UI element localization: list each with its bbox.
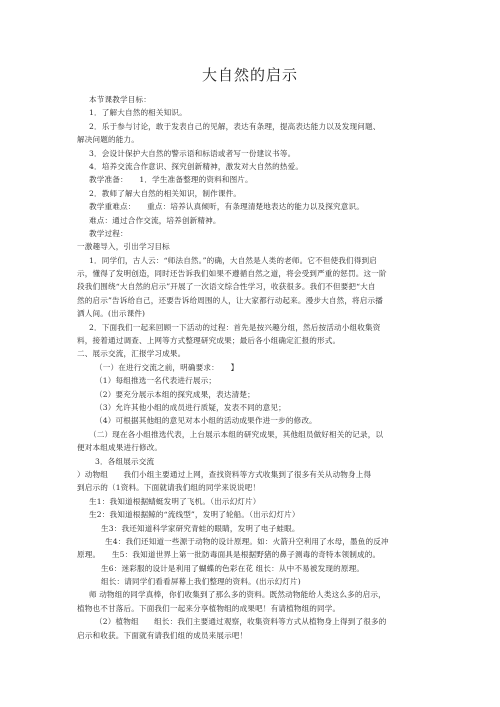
text-line: 2．乐于参与讨论，敢于发表自己的见解，表达有条理，提高表达能力以及发现问题、 <box>89 121 381 131</box>
text-line: 1．了解大自然的相关知识。 <box>89 108 187 118</box>
text-line: （一）在进行交流之前，明确要求： 】 <box>95 362 239 372</box>
text-line: 教学准备： 1．学生准备整理的资料和图片。 <box>89 175 253 185</box>
text-line: （3）允许其他小组的成员进行质疑，发表不同的意见； <box>95 402 286 412</box>
text-line: 组长：请同学们看看屏幕上我们整理的资料。(出示幻灯片) <box>101 577 301 587</box>
text-line: （2）要充分展示本组的探究成果，表达清楚； <box>95 389 255 399</box>
text-line: 生6：迷彩服的设计是利用了蝴蝶的色彩在花 组长：从中不易被发现的原理。 <box>101 563 365 573</box>
text-line: （1）每组推选一名代表进行展示； <box>95 376 217 386</box>
text-line: 一激趣导入，引出学习目标 <box>77 242 170 252</box>
text-line: 到启示的（1资料。下面就请我们组的同学来说说吧！ <box>77 483 261 493</box>
text-line: 洒人间。(出示课件) <box>77 309 146 319</box>
text-line: 3．各组展示交流 <box>95 456 155 466</box>
text-line: 原理。 生5：我知道世界上第一批防毒面具是根据野猪的鼻子测毒的奇特本领制成的。 <box>77 550 381 560</box>
text-line: 生2：我知道根据鲸的“流线型”，发明了轮船。（出示幻灯片） <box>89 510 300 520</box>
text-line: 二、展示交流，汇报学习成果。 <box>77 349 186 359</box>
text-line: （4）可根据其他组的意见对本小组的活动成果作进一步的修改。 <box>95 416 317 426</box>
text-line: 1．同学们，古人云：“师法自然。”的确，大自然是人类的老师。它不但使我们得到启 <box>89 255 378 265</box>
text-line: ）动物组 我们小组主要通过上网，查找资料等方式收集到了很多有关从动物身上得 <box>77 469 372 479</box>
text-line: 教学重难点： 重点：培养认真倾听，有条理清楚地表达的能力以及探究意识。 <box>89 202 364 212</box>
document-body <box>77 93 427 642</box>
text-line: 生1：我知道根据蜻蜓发明了飞机。（出示幻灯片） <box>89 496 261 506</box>
text-line: 教学过程： <box>89 228 128 238</box>
text-line: 师 动物组的同学真棒，你们收集到了那么多的资料。既然动物能给人类这么多的启示， <box>89 590 386 600</box>
text-line: 2．下面我们一起来回顾一下活动的过程：首先是按兴趣分组，然后按活动小组收集资 <box>89 322 381 332</box>
text-line: 启示和收获。下面就有请我们组的成员来展示吧！ <box>77 630 248 640</box>
text-line: 难点：通过合作交流，培养创新精神。 <box>89 215 221 225</box>
text-line: 然的启示”告诉给自己，还要告诉给周围的人，让大家都行动起来。漫步大自然，将启示播 <box>77 295 384 305</box>
text-line: 示，懂得了发明创造，同时还告诉我们如果不遵循自然之道，将会受到严重的惩罚。这一阶 <box>77 269 387 279</box>
text-line: 4．培养交流合作意识、探究创新精神，激发对大自然的热爱。 <box>89 161 304 171</box>
document-title: 大自然的启示 <box>201 66 298 84</box>
text-line: 料，接着通过调查、上网等方式整理研究成果；最后各小组确定汇报的形式。 <box>77 336 341 346</box>
text-line: 便对本组成果进行修改。 <box>77 443 163 453</box>
text-line: 生4：我们还知道一些源于动物的设计原理。如：火箭升空利用了水母，墨鱼的反冲 <box>105 536 389 546</box>
text-line: （二）现在各小组推选代表，上台展示本组的研究成果，其他组员做好相关的记录，以 <box>89 429 384 439</box>
text-line: 段我们围绕“大自然的启示”开展了一次语文综合性学习，收获很多。我们不但要把“大自 <box>77 282 376 292</box>
text-line: 3．会设计保护大自然的警示语和标语或者写一份建议书等。 <box>89 148 296 158</box>
text-line: （2）植物组 组长：我们主要通过观察，收集资料等方式从植物身上得到了很多的 <box>95 617 387 627</box>
text-line: 解决问题的能力。 <box>77 135 139 145</box>
text-line: 植物也不甘落后。下面我们一起来分享植物组的成果吧！有请植物组的同学。 <box>77 603 341 613</box>
text-line: 生3：我还知道科学家研究青蛙的眼睛，发明了电子蛙眼。 <box>101 523 300 533</box>
text-line: 2．教师了解大自然的相关知识，制作课件。 <box>89 188 242 198</box>
text-line: 本节课教学目标： <box>89 95 151 104</box>
